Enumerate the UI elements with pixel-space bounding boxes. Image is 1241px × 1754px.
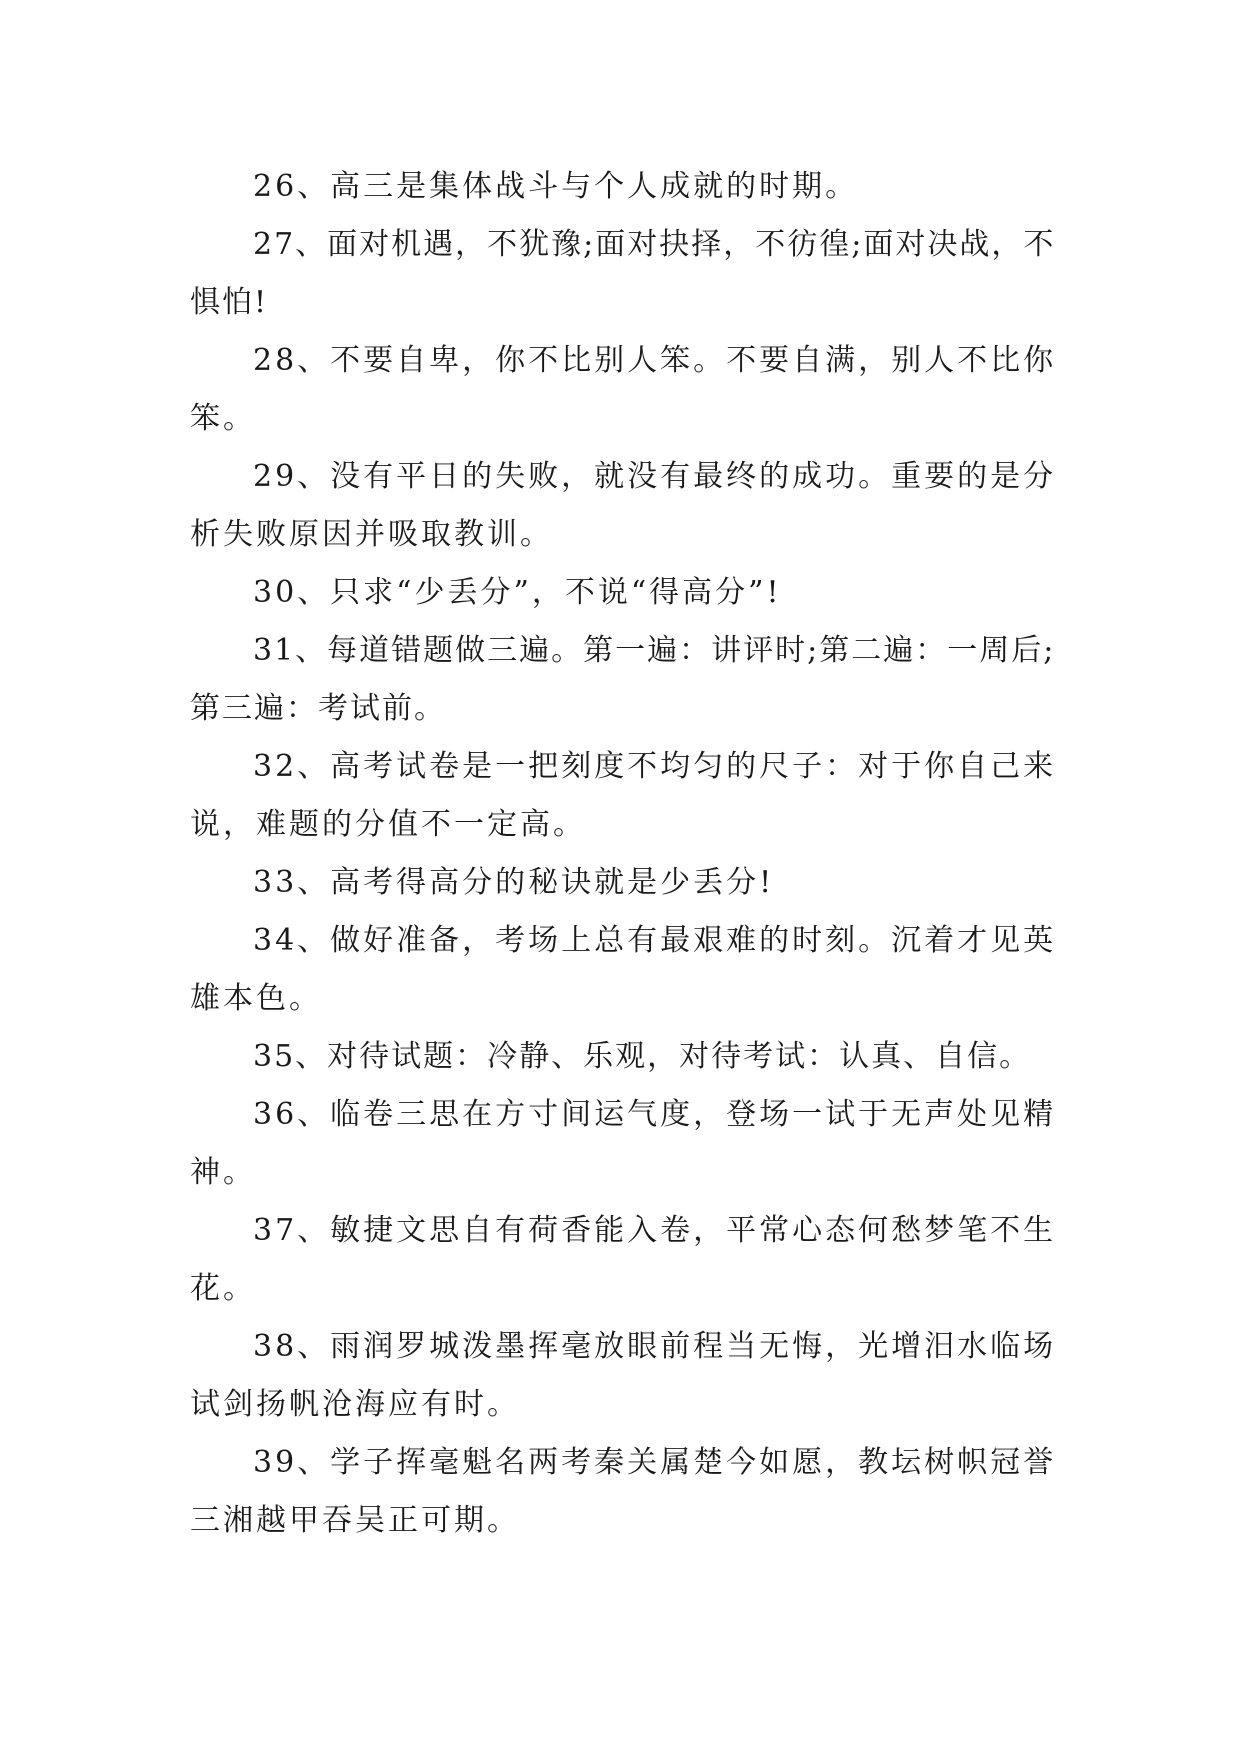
- paragraph-27: 27、面对机遇，不犹豫;面对抉择，不彷徨;面对决战，不惧怕!: [190, 227, 1056, 320]
- paragraph-37: 37、敏捷文思自有荷香能入卷，平常心态何愁梦笔不生花。: [190, 1213, 1057, 1306]
- paragraph-29: 29、没有平日的失败，就没有最终的成功。重要的是分析失败原因并吸取教训。: [190, 459, 1057, 552]
- paragraph-38: 38、雨润罗城泼墨挥毫放眼前程当无悔，光增汨水临场试剑扬帆沧海应有时。: [190, 1329, 1057, 1422]
- paragraph-35: 35、对待试题：冷静、乐观，对待考试：认真、自信。: [253, 1039, 1032, 1074]
- paragraph-32: 32、高考试卷是一把刻度不均匀的尺子：对于你自己来说，难题的分值不一定高。: [190, 749, 1057, 842]
- paragraph-36: 36、临卷三思在方寸间运气度，登场一试于无声处见精神。: [190, 1097, 1057, 1190]
- document-body: [190, 158, 1070, 1550]
- paragraph-26: 26、高三是集体战斗与个人成就的时期。: [253, 169, 859, 204]
- paragraph-39: 39、学子挥毫魁名两考秦关属楚今如愿，教坛树帜冠誉三湘越甲吞吴正可期。: [190, 1445, 1057, 1538]
- paragraph-33: 33、高考得高分的秘诀就是少丢分!: [253, 865, 775, 900]
- paragraph-34: 34、做好准备，考场上总有最艰难的时刻。沉着才见英雄本色。: [190, 923, 1057, 1016]
- paragraph-31: 31、每道错题做三遍。第一遍：讲评时;第二遍：一周后;第三遍：考试前。: [190, 633, 1056, 726]
- paragraph-28: 28、不要自卑，你不比别人笨。不要自满，别人不比你笨。: [190, 343, 1057, 436]
- paragraph-30: 30、只求“少丢分”，不说“得高分”!: [253, 575, 782, 610]
